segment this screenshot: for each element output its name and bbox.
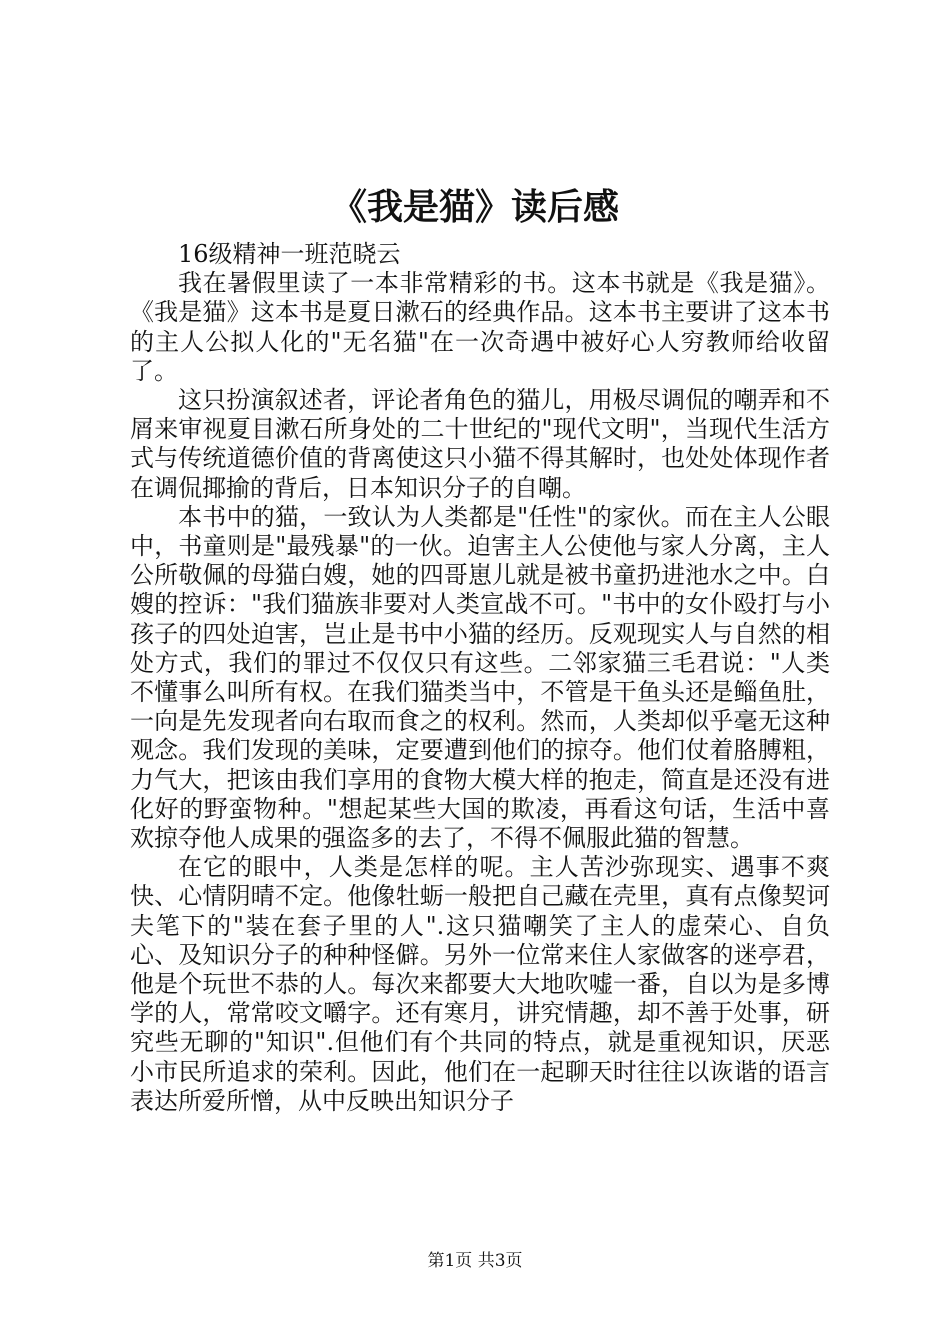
paragraph-4: 在它的眼中，人类是怎样的呢。主人苦沙弥现实、遇事不爽快、心情阴晴不定。他像牡蛎一般把自己藏在壳里，真有点像契诃夫笔下的"装在套子里的人".这只猫嘲笑了主人的虚荣心、自负心、及知识分子的种种怪僻。另外一位常来住人家做客的迷亭君，他是个玩世不恭的人。每次来都要大大地吹嘘一番，自以为是多博学的人，常常咬文嚼字。还有寒月，讲究情趣，却不善于处事，研究些无聊的"知识".但他们有个共同的特点，就是重视知识，厌恶小市民所追求的荣利。因此，他们在一起聊天时往往以诙谐的语言表达所爱所憎，从中反映出知识分子 — [130, 853, 830, 1115]
document-title: 《我是猫》读后感 — [330, 186, 619, 228]
paragraph-2: 这只扮演叙述者，评论者角色的猫儿，用极尽调侃的嘲弄和不屑来审视夏目漱石所身处的二十世纪的"现代文明"，当现代生活方式与传统道德价值的背离使这只小猫不得其解时，也处处体现作者在调侃揶揄的背后，日本知识分子的自嘲。 — [130, 386, 830, 502]
page-footer: 第1页 共3页 — [427, 1251, 523, 1271]
document-body — [130, 240, 830, 1116]
paragraph-3: 本书中的猫，一致认为人类都是"任性"的家伙。而在主人公眼中，书童则是"最残暴"的一伙。迫害主人公使他与家人分离，主人公所敬佩的母猫白嫂，她的四哥崽儿就是被书童扔进池水之中。白嫂的控诉："我们猫族非要对人类宣战不可。"书中的女仆殴打与小孩子的四处迫害，岂止是书中小猫的经历。反观现实人与自然的相处方式，我们的罪过不仅仅只有这些。二邻家猫三毛君说："人类不懂事么叫所有权。在我们猫类当中，不管是干鱼头还是鲻鱼肚，一向是先发现者向右取而食之的权利。然而，人类却似乎毫无这种观念。我们发现的美味，定要遭到他们的掠夺。他们仗着胳膊粗，力气大，把该由我们享用的食物大模大样的抱走，简直是还没有进化好的野蛮物种。"想起某些大国的欺凌，再看这句话，生活中喜欢掠夺他人成果的强盗多的去了，不得不佩服此猫的智慧。 — [130, 502, 830, 853]
paragraph-1: 我在暑假里读了一本非常精彩的书。这本书就是《我是猫》。《我是猫》这本书是夏日漱石的经典作品。这本书主要讲了这本书的主人公拟人化的"无名猫"在一次奇遇中被好心人穷教师给收留了。 — [130, 269, 830, 385]
author-line: 16级精神一班范晓云 — [178, 240, 401, 268]
